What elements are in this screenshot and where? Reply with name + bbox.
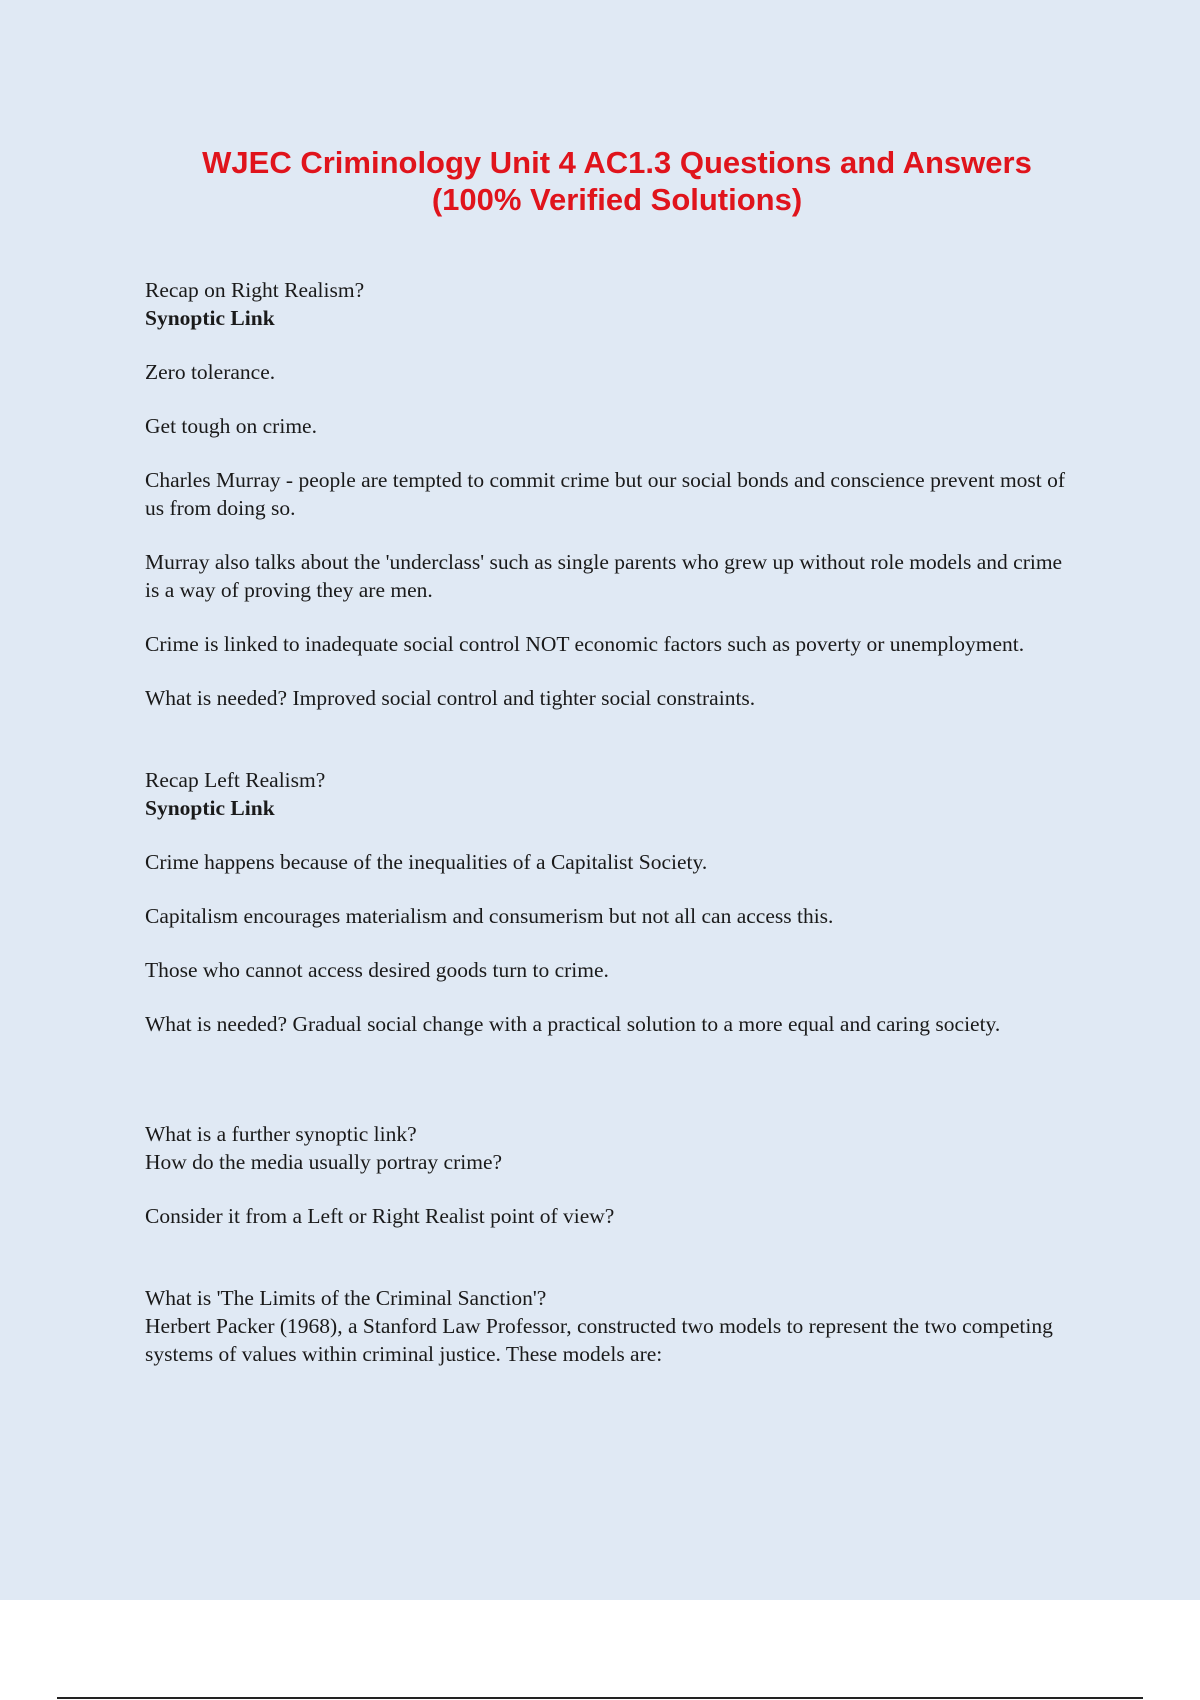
answer-paragraph: What is needed? Improved social control and tighter social constraints. xyxy=(145,686,756,710)
question-further-link-line-2: How do the media usually portray crime? xyxy=(145,1150,503,1174)
question-left-realism: Recap Left Realism? xyxy=(145,768,326,792)
answer-paragraph: Herbert Packer (1968), a Stanford Law Professor, constructed two models to represent the two competing systems of values within criminal justice. These models are: xyxy=(145,1314,1053,1366)
answer-paragraph: Murray also talks about the 'underclass' such as single parents who grew up without role models and crime is a way of proving they are men. xyxy=(145,550,1063,602)
synoptic-link-label: Synoptic Link xyxy=(145,796,275,820)
question-right-realism: Recap on Right Realism? xyxy=(145,278,365,302)
answer-paragraph: Crime is linked to inadequate social control NOT economic factors such as poverty or unemployment. xyxy=(145,632,1025,656)
question-criminal-sanction: What is 'The Limits of the Criminal Sanction'? xyxy=(145,1286,547,1310)
document-title xyxy=(0,144,1200,218)
answer-paragraph: What is needed? Gradual social change with a practical solution to a more equal and caring society. xyxy=(145,1012,1001,1036)
answer-paragraph: Get tough on crime. xyxy=(145,414,317,438)
title-line-2: (100% Verified Solutions) xyxy=(431,182,803,217)
answer-paragraph: Charles Murray - people are tempted to commit crime but our social bonds and conscience prevent most of us from doing so. xyxy=(145,468,1066,520)
question-further-link: What is a further synoptic link? xyxy=(145,1122,417,1146)
answer-paragraph: Capitalism encourages materialism and consumerism but not all can access this. xyxy=(145,904,834,928)
answer-paragraph: Consider it from a Left or Right Realist point of view? xyxy=(145,1204,615,1228)
answer-paragraph: Zero tolerance. xyxy=(145,360,276,384)
answer-paragraph: Those who cannot access desired goods turn to crime. xyxy=(145,958,609,982)
title-line-1: WJEC Criminology Unit 4 AC1.3 Questions and Answers xyxy=(202,145,1032,180)
synoptic-link-label: Synoptic Link xyxy=(145,306,275,330)
answer-paragraph: Crime happens because of the inequalities of a Capitalist Society. xyxy=(145,850,708,874)
footer-divider xyxy=(57,1697,1143,1699)
document-body xyxy=(145,276,1080,1368)
